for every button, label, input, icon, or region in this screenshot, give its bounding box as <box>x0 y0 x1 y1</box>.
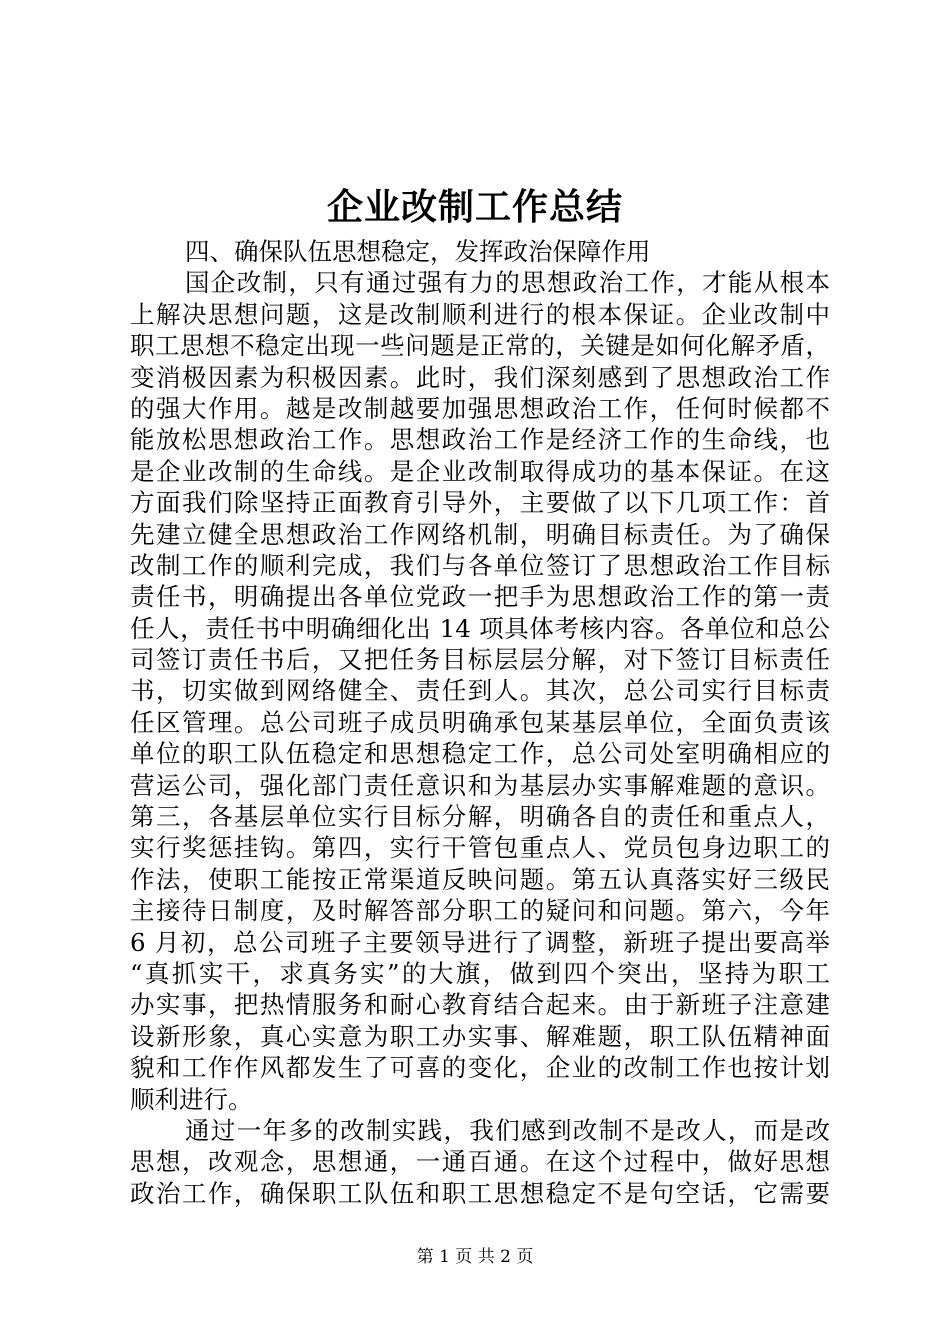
paragraph-line: 第三，各基层单位实行目标分解，明确各自的责任和重点人， <box>130 802 830 832</box>
paragraph-line: 国企改制，只有通过强有力的思想政治工作，才能从根本 <box>185 268 830 298</box>
paragraph-line: 实行奖惩挂钩。第四，实行干管包重点人、党员包身边职工的 <box>130 833 830 863</box>
paragraph-line: 方面我们除坚持正面教育引导外，主要做了以下几项工作：首 <box>130 488 830 518</box>
paragraph-line: 6 月初，总公司班子主要领导进行了调整，新班子提出要高举 <box>130 927 830 957</box>
paragraph-line: 责任书，明确提出各单位党政一把手为思想政治工作的第一责 <box>130 582 830 612</box>
page-footer: 第 1 页 共 2 页 <box>416 1247 534 1267</box>
paragraph-line: 貌和工作作风都发生了可喜的变化，企业的改制工作也按计划 <box>130 1053 830 1083</box>
paragraph-line: 办实事，把热情服务和耐心教育结合起来。由于新班子注意建 <box>130 990 830 1020</box>
paragraph-line: 能放松思想政治工作。思想政治工作是经济工作的生命线，也 <box>130 425 830 455</box>
paragraph-line: 思想，改观念，思想通，一通百通。在这个过程中，做好思想 <box>130 1147 830 1177</box>
paragraph-line: 职工思想不稳定出现一些问题是正常的，关键是如何化解矛盾， <box>130 331 830 361</box>
paragraph-line: 变消极因素为积极因素。此时，我们深刻感到了思想政治工作 <box>130 362 830 392</box>
paragraph-line: 改制工作的顺利完成，我们与各单位签订了思想政治工作目标 <box>130 550 830 580</box>
paragraph-line: 营运公司，强化部门责任意识和为基层办实事解难题的意识。 <box>130 770 830 800</box>
document-body <box>130 236 830 1209</box>
page-title: 企业改制工作总结 <box>326 186 623 228</box>
paragraph-line: “真抓实干，求真务实”的大旗，做到四个突出，坚持为职工 <box>130 958 830 988</box>
paragraph-line: 通过一年多的改制实践，我们感到改制不是改人，而是改 <box>185 1115 830 1145</box>
paragraph-line: 主接待日制度，及时解答部分职工的疑问和问题。第六，今年 <box>130 896 830 926</box>
paragraph-line: 上解决思想问题，这是改制顺利进行的根本保证。企业改制中 <box>130 299 830 329</box>
paragraph-line: 的强大作用。越是改制越要加强思想政治工作，任何时候都不 <box>130 393 830 423</box>
paragraph-line: 作法，使职工能按正常渠道反映问题。第五认真落实好三级民 <box>130 864 830 894</box>
paragraph-line: 任区管理。总公司班子成员明确承包某基层单位，全面负责该 <box>130 707 830 737</box>
section-heading: 四、确保队伍思想稳定，发挥政治保障作用 <box>185 237 651 266</box>
paragraph-line: 司签订责任书后，又把任务目标层层分解，对下签订目标责任 <box>130 645 830 675</box>
paragraph-line: 先建立健全思想政治工作网络机制，明确目标责任。为了确保 <box>130 519 830 549</box>
paragraph-line: 单位的职工队伍稳定和思想稳定工作，总公司处室明确相应的 <box>130 739 830 769</box>
paragraph-line: 任人，责任书中明确细化出 14 项具体考核内容。各单位和总公 <box>130 613 830 643</box>
paragraph-line: 政治工作，确保职工队伍和职工思想稳定不是句空话，它需要 <box>130 1178 830 1208</box>
paragraph-line: 书，切实做到网络健全、责任到人。其次，总公司实行目标责 <box>130 676 830 706</box>
paragraph-line: 顺利进行。 <box>130 1084 253 1114</box>
paragraph-line: 设新形象，真心实意为职工办实事、解难题，职工队伍精神面 <box>130 1021 830 1051</box>
paragraph-line: 是企业改制的生命线。是企业改制取得成功的基本保证。在这 <box>130 456 830 486</box>
